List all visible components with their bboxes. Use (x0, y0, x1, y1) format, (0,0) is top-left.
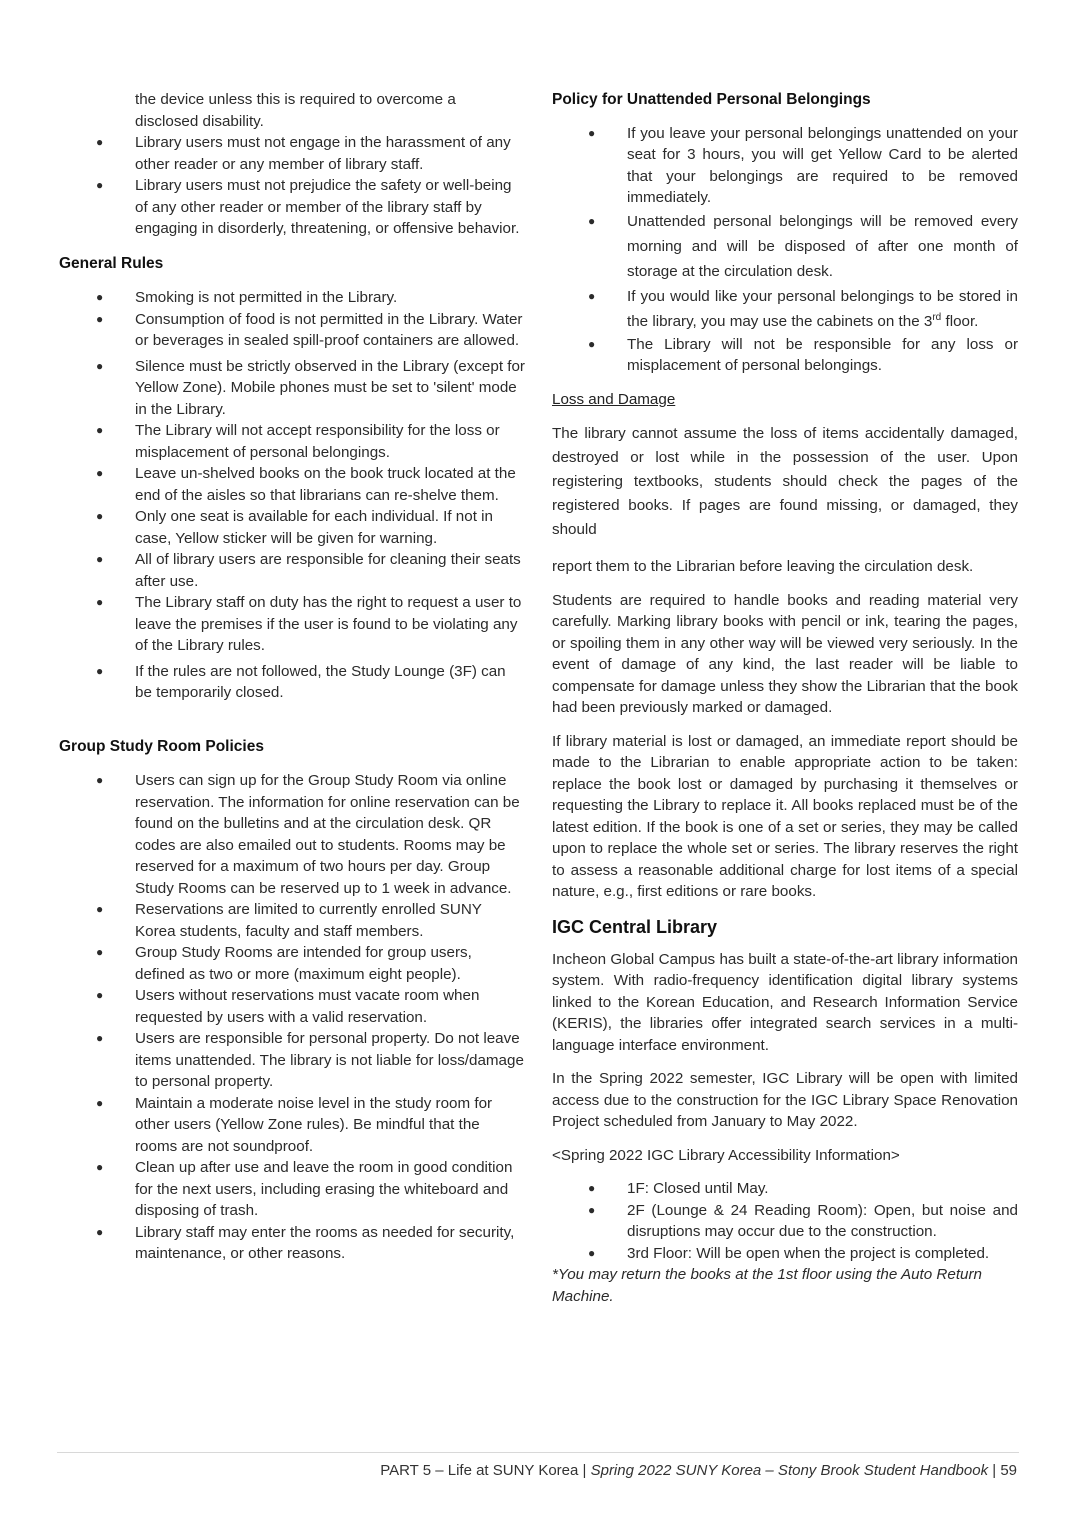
continued-line: disclosed disability. (135, 112, 264, 130)
list-item: ● Library staff may enter the rooms as needed for security, maintenance, or other reasons. (96, 1223, 515, 1262)
footer-book-title: Spring 2022 SUNY Korea – Stony Brook Student Handbook (590, 1462, 989, 1479)
bullet-icon: ● (96, 466, 104, 480)
bullet-icon: ● (588, 1181, 596, 1195)
list-item: ● All of library users are responsible for cleaning their seats after use. (96, 551, 521, 590)
conduct-list (59, 132, 525, 240)
bullet-icon: ● (96, 1160, 104, 1174)
list-item: ● Library users must not engage in the harassment of any other reader or any member of library staff. (96, 134, 511, 173)
bullet-icon: ● (96, 552, 104, 566)
list-item: ● Unattended personal belongings will be removed every morning and will be disposed of after one month of storage at the circulation desk. (552, 209, 1018, 284)
igc-note: *You may return the books at the 1st floor using the Auto Return Machine. (552, 1266, 983, 1305)
bullet-icon: ● (588, 1202, 596, 1217)
bullet-icon: ● (588, 336, 596, 351)
bullet-icon: ● (96, 663, 104, 678)
bullet-icon: ● (96, 945, 104, 959)
bullet-icon: ● (96, 988, 104, 1002)
list-item: ● 2F (Lounge & 24 Reading Room): Open, but noise and disruptions may occur due to the construction. (588, 1201, 1018, 1240)
igc-paragraph-2: In the Spring 2022 semester, IGC Library will be open with limited access due to the construction for the IGC Library Space Renovation Project scheduled from January to May 2022. (552, 1070, 1018, 1130)
section-heading-igc: IGC Central Library (552, 916, 718, 937)
bullet-icon: ● (96, 1095, 104, 1110)
continued-bullet-text (135, 89, 525, 132)
list-item: ● If the rules are not followed, the Study Lounge (3F) can be temporarily closed. (96, 662, 506, 701)
igc-bullet-3rd-floor: ● 3rd Floor: Will be open when the project is completed. (552, 1243, 1018, 1265)
footer-separator: | (988, 1462, 1001, 1479)
continued-line: the device unless this is required to overcome a (135, 91, 456, 108)
igc-access-list (552, 1178, 1018, 1243)
list-item: ● The Library staff on duty has the right to request a user to leave the premises if the user is found to be violating any of the Library rules. (96, 594, 522, 654)
bullet-icon: ● (96, 1031, 104, 1045)
list-item: ● Group Study Rooms are intended for group users, defined as two or more (maximum eight people). (96, 944, 472, 983)
list-item: ● Silence must be strictly observed in the Library (except for Yellow Zone). Mobile phones must be set to 'silent' mode in the Library. (96, 357, 525, 418)
loss-paragraph-2: Students are required to handle books and reading material very carefully. Marking library books with pencil or ink, tearing the pages, or spoiling them in any other way will be viewed very seriously. In the event of damage of any kind, the last reader will be liable to compensate for damage unless they show the Librarian that the book had been previously marked or damaged. (552, 591, 1018, 716)
list-item: ● Smoking is not permitted in the Library. (59, 287, 525, 309)
bullet-icon: ● (96, 135, 104, 149)
bullet-icon: ● (588, 125, 596, 140)
bullet-icon: ● (96, 773, 104, 787)
list-item: ● If you leave your personal belongings unattended on your seat for 3 hours, you will get Yellow Card to be alerted that your belongings are required to be removed immediately. (588, 124, 1018, 206)
page-footer (380, 1460, 1017, 1482)
loss-paragraph-1: The library cannot assume the loss of items accidentally damaged, destroyed or lost while in the possession of the user. Upon registering textbooks, students should check the pages of the registered books. If pages are found missing, or damaged, they should (552, 425, 1018, 538)
list-item: ● Maintain a moderate noise level in the study room for other users (Yellow Zone rules). Be mindful that the rooms are not soundproof. (96, 1094, 493, 1155)
list-item: ● Clean up after use and leave the room in good condition for the next users, including erasing the whiteboard and disposing of trash. (96, 1159, 513, 1219)
bullet-icon: ● (96, 1224, 104, 1239)
loss-paragraph-3: If library material is lost or damaged, an immediate report should be made to the Librarian to enable appropriate action to be taken: replace the book lost or damaged by purchasing it themselves or requesting the Library to replace it. All books replaced must be of the latest edition. If the book is one of a set or series, they may be called upon to replace the whole set or series. The library reserves the right to assess a reasonable additional charge for lost items of a special nature, e.g., first editions or rare books. (552, 732, 1018, 900)
list-item: ● Users without reservations must vacate room when requested by users with a valid reservation. (96, 987, 480, 1026)
list-item: ● Users can sign up for the Group Study Room via online reservation. The information for online reservation can be found on the bulletins and at the circulation desk. QR codes are also emailed out to students. Rooms may be reserved for a maximum of two hours per day. Group Study Rooms can be reserved up to 1 week in advance. (96, 772, 520, 897)
footer-divider (57, 1452, 1019, 1453)
footer-separator: | (578, 1462, 591, 1479)
bullet-icon: ● (96, 902, 104, 916)
bullet-icon: ● (96, 178, 104, 192)
loss-paragraph-1b: report them to the Librarian before leaving the circulation desk. (552, 558, 974, 575)
bullet-icon: ● (96, 358, 104, 373)
left-column (59, 89, 525, 1265)
footer-part: PART 5 – Life at SUNY Korea (380, 1462, 579, 1479)
list-item: ● Users are responsible for personal property. Do not leave items unattended. The library is not liable for loss/damage to personal property. (96, 1030, 524, 1090)
bullet-icon: ● (588, 288, 596, 303)
bullet-icon: ● (96, 423, 104, 437)
list-item: ● 1F: Closed until May. (552, 1178, 1018, 1200)
bullet-icon: ● (96, 290, 104, 304)
list-item: ● Library users must not prejudice the safety or well-being of any other reader or member of the library staff by engaging in disorderly, threatening, or offensive behavior. (96, 177, 520, 237)
list-item: ● The Library will not accept responsibility for the loss or misplacement of personal belongings. (96, 422, 500, 461)
bullet-icon: ● (96, 509, 104, 523)
list-item: ● If you would like your personal belongings to be stored in the library, you may use the cabinets on the 3rd floor. (552, 284, 1018, 334)
unattended-list (552, 123, 1018, 377)
bullet-icon: ● (588, 1245, 596, 1260)
igc-paragraph-1: Incheon Global Campus has built a state-of-the-art library information system. With radio-frequency identification digital library systems linked to the Korean Education, and Research Information Service (KERIS), the libraries offer integrated search services in a multi-language interface environment. (552, 950, 1018, 1054)
list-item: ● Leave un-shelved books on the book truck located at the end of the aisles so that librarians can re-shelve them. (96, 465, 516, 504)
section-heading-group-study: Group Study Room Policies (59, 737, 264, 755)
list-item: ● Reservations are limited to currently enrolled SUNY Korea students, faculty and staff members. (96, 901, 482, 940)
section-heading-general-rules: General Rules (59, 254, 164, 272)
page-number: 59 (1000, 1462, 1017, 1479)
general-rules-list (59, 287, 525, 704)
section-heading-unattended: Policy for Unattended Personal Belongings (552, 91, 871, 108)
bullet-icon: ● (96, 595, 104, 609)
list-item: ● Consumption of food is not permitted in the Library. Water or beverages in sealed spill-proof containers are allowed. (96, 310, 523, 349)
igc-paragraph-3: <Spring 2022 IGC Library Accessibility Information> (552, 1146, 900, 1164)
group-study-list (59, 770, 525, 1265)
list-item: ● Only one seat is available for each individual. If not in case, Yellow sticker will be given for warning. (96, 508, 493, 547)
bullet-icon: ● (96, 311, 104, 326)
right-column (552, 89, 1018, 1307)
list-item: ● The Library will not be responsible for any loss or misplacement of personal belongings. (588, 335, 1018, 374)
section-heading-loss-damage: Loss and Damage (552, 390, 676, 408)
bullet-icon: ● (588, 213, 596, 228)
